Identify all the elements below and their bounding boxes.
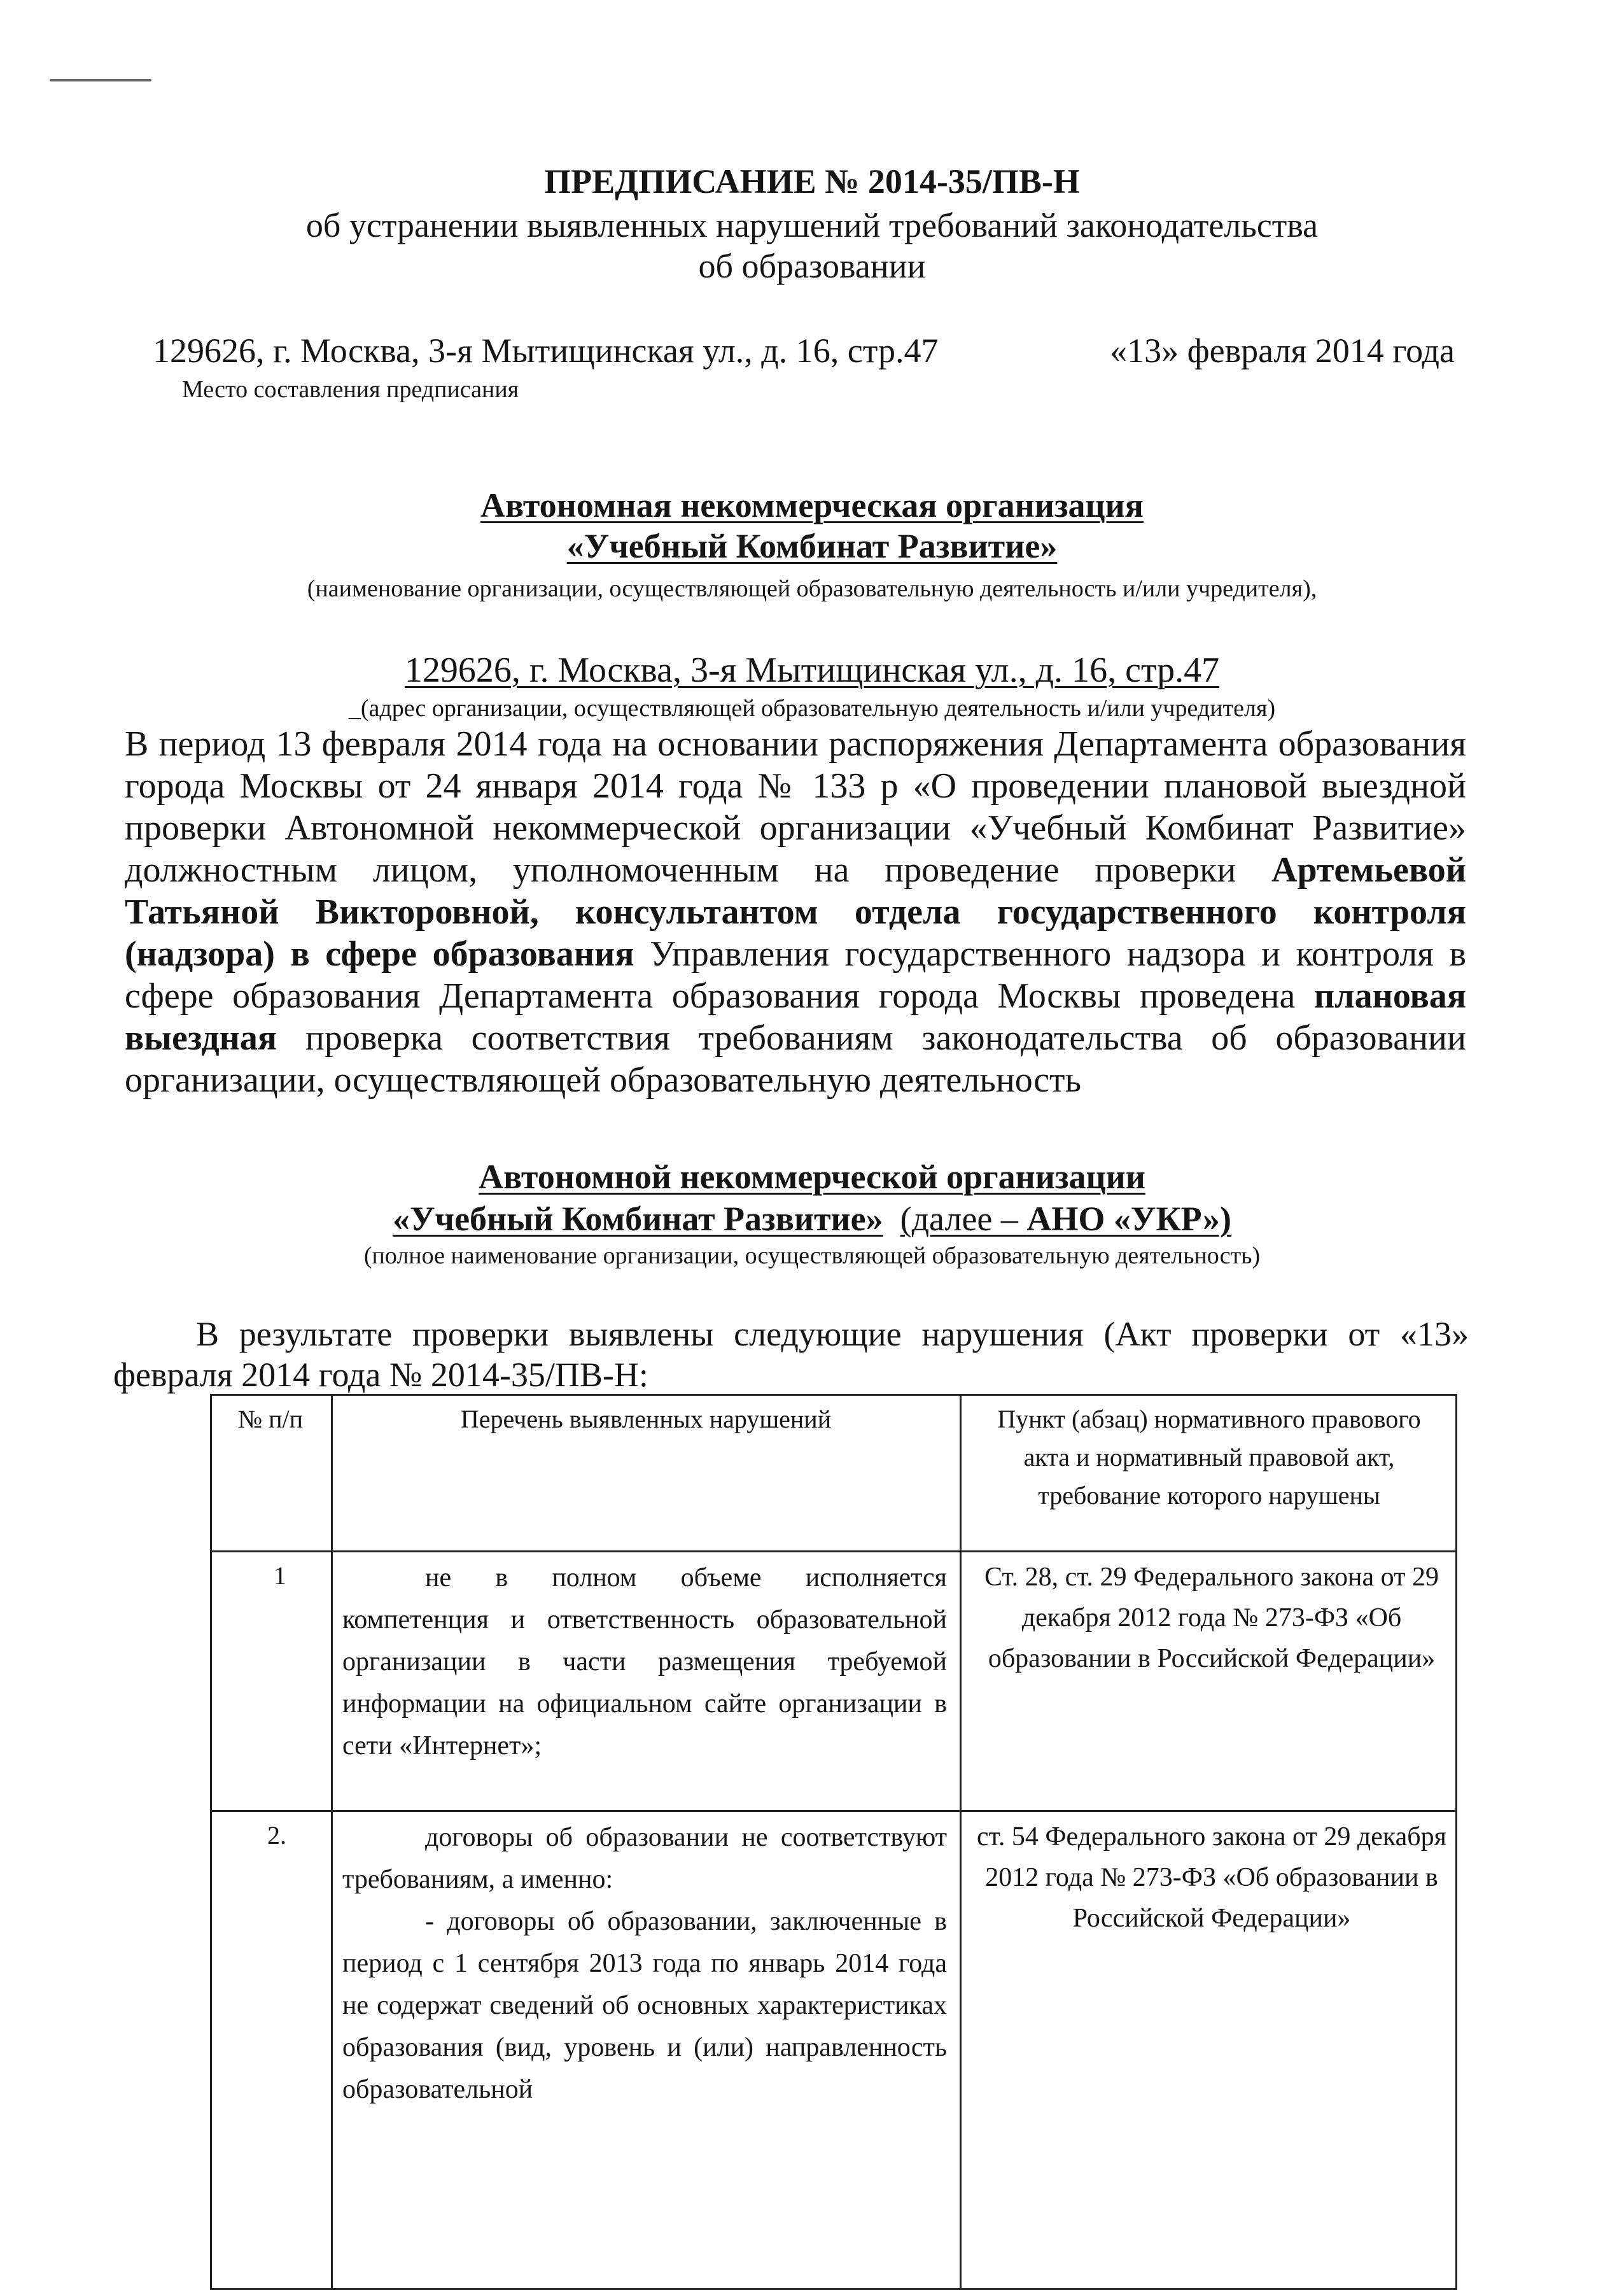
table-row-divider [210,1550,1457,1552]
row-1-violation-text: не в полном объеме исполняется компетенция и ответственность образовательной организации в части размещения требуемой информации на официальном сайте организации в сети «Интернет»; [342,1563,947,1760]
body-part-1: В период 13 февраля 2014 года на основании распоряжения Департамента образования города Москвы от 24 января 2014 года № 133 р «О проведении плановой выездной проверки Автономной некоммерческой организации «Учебный Комбинат Развитие» должностным лицом, уполномоченным на проведение проверки [125,724,1466,890]
table-row-2-violation [342,1816,947,2111]
document-title: ПРЕДПИСАНИЕ № 2014-35/ПВ-Н [544,162,1080,200]
organization-address [0,649,1624,691]
check-type: плановая выездная [125,976,1466,1058]
table-row-1-violation [342,1557,947,1767]
inspector-name: Артемьевой Татьяной Викторовной, консультантом отдела государственного контроля (надзора) в сфере образования [125,850,1466,974]
table-column-divider [331,1394,333,2290]
table-header-num: № п/п [237,1405,304,1433]
table-row-1-law: Ст. 28, ст. 29 Федерального закона от 29 декабря 2012 года № 273-ФЗ «Об образовании в Российской Федерации» [984,1563,1439,1673]
table-header-violations: Перечень выявленных нарушений [460,1405,832,1433]
table-header-law: Пункт (абзац) нормативного правового акта и нормативный правовой акт, требование которого нарушены [997,1405,1421,1510]
table-column-divider [960,1394,962,2290]
scan-mark [50,79,151,81]
table-row-2-num: 2. [267,1821,286,1850]
document-date: «13» февраля 2014 года [1110,332,1455,370]
place-caption: Место составления предписания [182,376,519,403]
subtitle-line-2: об образовании [698,247,926,285]
document-subtitle [0,205,1624,286]
results-intro: В результате проверки выявлены следующие нарушения (Акт проверки от «13» февраля 2014 года № 2014-35/ПВ-Н: [113,1315,1469,1394]
organization-name-line-2: «Учебный Комбинат Развитие» [566,527,1058,565]
organization-full-name-line-1: Автономной некоммерческой организации [479,1158,1145,1196]
table-row-divider [210,1810,1457,1812]
organization-full-caption: (полное наименование организации, осуществляющей образовательную деятельность) [363,1242,1261,1269]
short-name-prefix: (далее – [900,1200,1027,1238]
row-2-violation-p2: - договоры об образовании, заключенные в период с 1 сентября 2013 года по январь 2014 года не содержат сведений об основных характеристиках образования (вид, уровень и (или) направленность образовательной [342,1907,947,2104]
place-address: 129626, г. Москва, 3-я Мытищинская ул., д. 16, стр.47 [153,332,939,370]
organization-address-text: 129626, г. Москва, 3-я Мытищинская ул., д. 16, стр.47 [404,650,1220,690]
organization-name [0,485,1624,566]
organization-caption: (наименование организации, осуществляющей образовательную деятельность и/или учредителя), [307,575,1317,602]
organization-full-name [0,1156,1624,1240]
body-part-3: проверка соответствия требованиям законодательства об образовании организации, осуществляющей образовательную деятельность [125,1018,1466,1100]
subtitle-line-1: об устранении выявленных нарушений требований законодательства [305,206,1319,244]
table-row-1-num: 1 [274,1561,286,1590]
address-caption: _(адрес организации, осуществляющей образовательную деятельность и/или учредителя) [348,695,1276,722]
table-row-2-law: ст. 54 Федерального закона от 29 декабря 2012 года № 273-ФЗ «Об образовании в Российской Федерации» [977,1822,1446,1933]
organization-name-line-1: Автономная некоммерческая организация [480,486,1144,524]
row-2-violation-p1: договоры об образовании не соответствуют требованиям, а именно: [342,1823,947,1894]
organization-full-name-line-2: «Учебный Комбинат Развитие» [393,1200,883,1238]
short-name: АНО «УКР») [1026,1200,1231,1238]
body-part-2: Управления государственного надзора и контроля в сфере образования Департамента образования города Москвы проведена [125,934,1466,1016]
inspection-paragraph [125,723,1466,1101]
